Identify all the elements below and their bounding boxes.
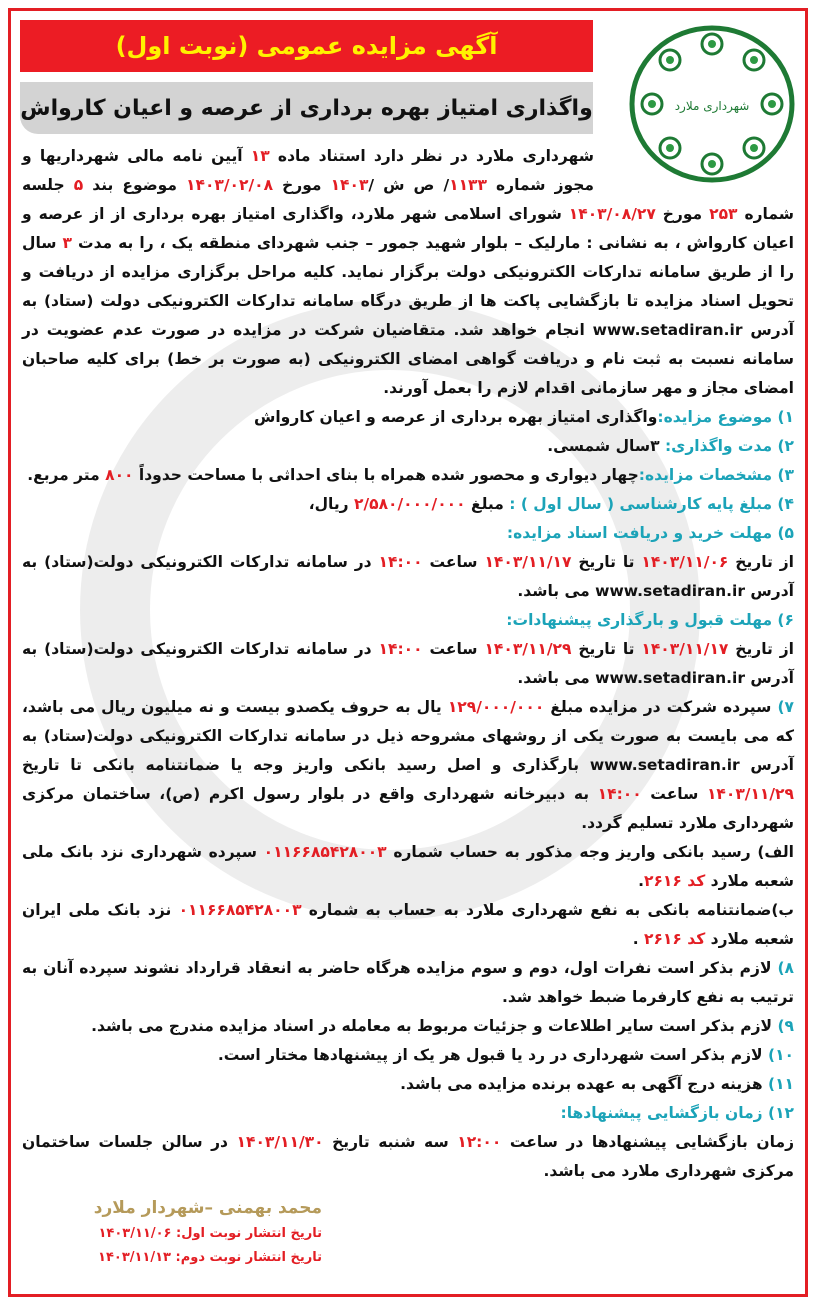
ad-subtitle: واگذاری امتیاز بهره برداری از عرصه و اعیان کارواش — [20, 95, 593, 121]
text-segment: شورای اسلامی شهر ملارد، واگذاری امتیاز بهره برداری از از عرصه و اعیان کارواش ، به نشانی : مارلیک – بلوار شهید جمور – جنب شهردای منطقه یک ، را به مدت — [22, 205, 794, 252]
text-segment: هزینه درج آگهی به عهده برنده مزایده می باشد. — [400, 1075, 768, 1093]
highlighted-value: ۱۴۰۳/۱۱/۲۹ — [484, 640, 572, 658]
highlighted-value: ۱۱۳۳ — [449, 176, 487, 194]
highlighted-value: ۱۴۰۳ — [330, 176, 369, 194]
item-4-base-price — [22, 490, 794, 519]
highlighted-value: ۰۱۱۶۶۸۵۴۲۸۰۰۳ — [263, 843, 387, 861]
highlighted-value: کد ۲۶۱۶ — [644, 930, 706, 948]
highlighted-value: ۱۴۰۳/۱۱/۱۷ — [484, 553, 572, 571]
text-segment: سال را از طریق سامانه تدارکات الکترونیکی دولت برگزار نماید. کلیه مراحل برگزاری مزایده از دریافت و تحویل اسناد مزایده تا بازگشایی پاکت ها از طریق درگاه سامانه تدارکات الکترونیکی دولت (ستاد) به آدرس www.setadiran.ir انجام خواهد شد. متقاضیان شرکت در مزایده در صورت عدم عضویت در سامانه نسبت به ثبت نام و دریافت گواهی امضای الکترونیکی (به صورت بر خط) برای کلیه صاحبان امضای مجاز و مهر سازمانی اقدام لازم را بعمل آورند. — [22, 234, 794, 397]
item-label: ۵) مهلت خرید و دریافت اسناد مزایده: — [506, 524, 794, 542]
text-segment: شهرداری ملارد در نظر دارد استناد ماده — [269, 147, 594, 165]
item-label: ۱۱) — [767, 1075, 794, 1093]
highlighted-value: ۱۴۰۳/۱۱/۳۰ — [236, 1133, 324, 1151]
item-5-heading — [22, 519, 794, 548]
text-segment: سپرده شرکت در مزایده مبلغ — [544, 698, 778, 716]
item-2-duration — [22, 432, 794, 461]
text-segment: ساعت — [422, 640, 485, 658]
highlighted-value: ۱۲:۰۰ — [457, 1133, 502, 1151]
item-label: ۱۲) زمان بازگشایی پیشنهادها: — [560, 1104, 794, 1122]
text-segment: مورخ — [655, 205, 710, 223]
item-6-heading — [22, 606, 794, 635]
highlighted-value: ۳ — [62, 234, 72, 252]
signatory-name: محمد بهمنی –شهردار ملارد — [93, 1198, 322, 1218]
highlighted-value: ۱۴:۰۰ — [597, 785, 642, 803]
text-segment: به دبیرخانه شهرداری واقع در بلوار رسول اکرم (ص)، ساختمان مرکزی شهرداری ملارد تسلیم گردد. — [22, 785, 794, 832]
item-9 — [22, 1012, 794, 1041]
text-segment: جلسه شماره — [22, 176, 794, 223]
highlighted-value: ۱۴۰۳/۰۲/۰۸ — [186, 176, 274, 194]
text-segment: تا تاریخ — [571, 553, 642, 571]
text-segment: الف) رسید بانکی واریز وجه مذکور به حساب شماره — [386, 843, 794, 861]
item-3-specs — [22, 461, 794, 490]
highlighted-value: ۱۴۰۳/۰۸/۲۷ — [568, 205, 656, 223]
item-7-option-b — [22, 896, 794, 954]
item-label: ۶) مهلت قبول و بارگذاری پیشنهادات: — [506, 611, 794, 629]
item-label: ۱۰) — [767, 1046, 794, 1064]
item-label: ۲) مدت واگذاری: — [664, 437, 794, 455]
logo-text: شهرداری ملارد — [674, 99, 750, 113]
text-segment: چهار دیواری و محصور شده همراه با بنای احداثی با مساحت حدوداً — [133, 466, 639, 484]
text-segment: در سامانه تدارکات الکترونیکی دولت(ستاد) به آدرس www.setadiran.ir می باشد. — [22, 640, 794, 687]
text-segment: آیین نامه مالی شهرداریها و مجوز شماره — [22, 147, 595, 194]
text-segment: لازم بذکر است سایر اطلاعات و جزئیات مربوط به معامله در اسناد مزایده مندرج می باشد. — [91, 1017, 778, 1035]
text-segment: ساعت — [641, 785, 707, 803]
highlighted-value: ۱۴:۰۰ — [378, 640, 423, 658]
text-segment: سپرده شهرداری نزد بانک ملی شعبه ملارد — [22, 843, 794, 890]
ad-title: آگهی مزایده عمومی (نوبت اول) — [115, 32, 498, 60]
item-7-deposit — [22, 693, 794, 838]
text-segment: لازم بذکر است نفرات اول، دوم و سوم مزایده هرگاه حاضر به انعقاد قرارداد نشوند سپرده آنان به ترتیب به نفع کارفرما ضبط خواهد شد. — [22, 959, 794, 1006]
text-segment: تا تاریخ — [571, 640, 642, 658]
item-6-body — [22, 635, 794, 693]
publish-date-first: تاریخ انتشار نوبت اول: ۱۴۰۳/۱۱/۰۶ — [98, 1226, 322, 1241]
text-segment: نزد بانک ملی ایران شعبه ملارد — [22, 901, 794, 948]
highlighted-value: ۱۴۰۳/۱۱/۲۹ — [706, 785, 794, 803]
item-7-option-a — [22, 838, 794, 896]
publish-date-second: تاریخ انتشار نوبت دوم: ۱۴۰۳/۱۱/۱۳ — [98, 1250, 322, 1265]
item-label: ۱) موضوع مزایده: — [657, 408, 794, 426]
text-segment: ۳سال شمسی. — [547, 437, 665, 455]
text-segment: ب)ضمانتنامه بانکی به نفع شهرداری ملارد به حساب به شماره — [301, 901, 794, 919]
highlighted-value: ۲/۵۸۰/۰۰۰/۰۰۰ — [353, 495, 466, 513]
item-12-body — [22, 1128, 794, 1186]
text-segment: واگذاری امتیاز بهره برداری از عرصه و اعیان کارواش — [253, 408, 658, 426]
text-segment: / ص ش / — [368, 176, 450, 194]
highlighted-value: ۵ — [73, 176, 84, 194]
text-segment: موضوع بند — [83, 176, 187, 194]
item-8 — [22, 954, 794, 1012]
item-11 — [22, 1070, 794, 1099]
signature-block — [22, 1194, 322, 1270]
highlighted-value: ۱۳ — [250, 147, 270, 165]
highlighted-value: ۱۴:۰۰ — [378, 553, 423, 571]
highlighted-value: ۱۲۹/۰۰۰/۰۰۰ — [447, 698, 545, 716]
item-10 — [22, 1041, 794, 1070]
text-segment: ریال، — [308, 495, 354, 513]
text-segment: لازم بذکر است شهرداری در رد یا قبول هر یک از پیشنهادها مختار است. — [217, 1046, 768, 1064]
highlighted-value: کد ۲۶۱۶ — [644, 872, 706, 890]
text-segment: از تاریخ — [728, 640, 794, 658]
item-5-body — [22, 548, 794, 606]
item-label: ۸) — [777, 959, 794, 977]
text-segment: . — [638, 872, 645, 890]
item-label: ۷) — [777, 698, 794, 716]
text-segment: ساعت — [422, 553, 485, 571]
text-segment: یال به حروف یکصدو بیست و نه میلیون ریال می باشد، که می بایست به صورت یکی از روشهای مشروحه ذیل در سامانه تدارکات الکترونیکی دولت(ستاد) به آدرس www.setadiran.ir بارگذاری و اصل رسید بانکی واریز وجه یا ضمانتنامه بانکی تا تاریخ — [22, 698, 794, 774]
text-segment: زمان بازگشایی پیشنهادها در ساعت — [501, 1133, 794, 1151]
highlighted-value: ۲۵۳ — [709, 205, 738, 223]
text-segment: متر مربع. — [27, 466, 106, 484]
highlighted-value: ۱۴۰۳/۱۱/۰۶ — [641, 553, 729, 571]
item-label: ۴) مبلغ پایه کارشناسی ( سال اول ) : — [509, 495, 794, 513]
text-segment: در سامانه تدارکات الکترونیکی دولت(ستاد) به آدرس www.setadiran.ir می باشد. — [22, 553, 794, 600]
item-12-heading — [22, 1099, 794, 1128]
item-label: ۹) — [777, 1017, 794, 1035]
text-segment: در سالن جلسات ساختمان مرکزی شهرداری ملارد می باشد. — [22, 1133, 794, 1180]
text-segment: مورخ — [273, 176, 331, 194]
item-1-subject — [22, 403, 794, 432]
text-segment: از تاریخ — [728, 553, 794, 571]
highlighted-value: ۱۴۰۳/۱۱/۱۷ — [641, 640, 729, 658]
item-label: ۳) مشخصات مزایده: — [638, 466, 794, 484]
highlighted-value: ۰۱۱۶۶۸۵۴۲۸۰۰۳ — [178, 901, 302, 919]
text-segment: سه شنبه تاریخ — [323, 1133, 458, 1151]
text-segment: مبلغ — [465, 495, 510, 513]
highlighted-value: ۸۰۰ — [105, 466, 134, 484]
ad-body — [22, 0, 794, 1186]
text-segment: . — [632, 930, 645, 948]
